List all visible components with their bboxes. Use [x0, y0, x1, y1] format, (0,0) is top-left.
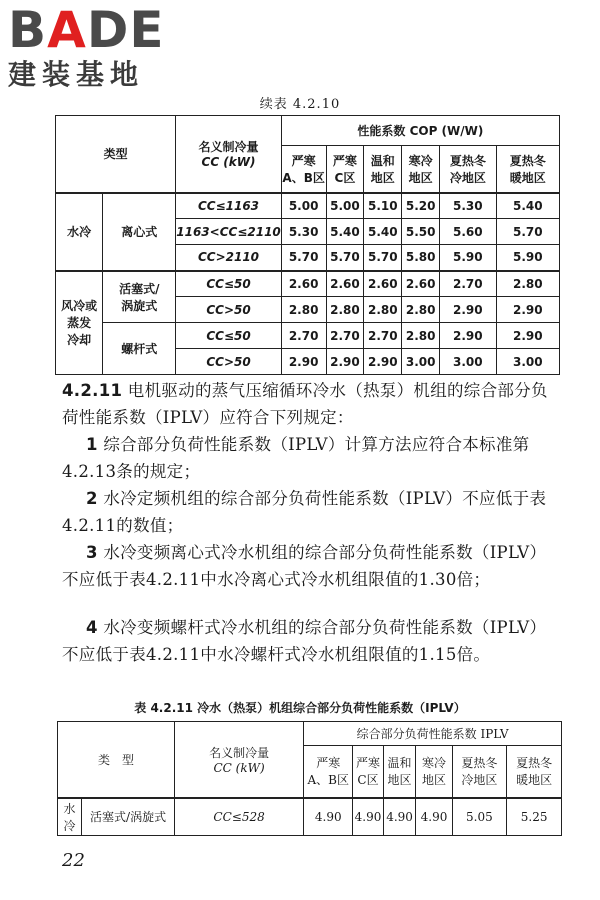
table-row: 水 冷 活塞式/涡旋式 CC≤528 4.90 4.90 4.90 4.90 5.05 5.25	[58, 798, 562, 836]
table-row: 风冷或 蒸发 冷却 活塞式/ 涡旋式 CC≤50 2.60 2.60 2.60 2.60 2.70 2.80	[56, 271, 560, 297]
screw-label: 螺杆式	[103, 323, 176, 375]
clause-item-1: 1 综合部分负荷性能系数（IPLV）计算方法应符合本标准第4.2.13条的规定；	[62, 435, 530, 481]
cop-table	[55, 115, 560, 375]
table1-caption: 续表 4.2.10	[259, 97, 341, 112]
piston-scroll-label: 活塞式/涡旋式	[82, 798, 175, 836]
logo	[8, 1, 165, 92]
zone-header: 严寒 C区	[326, 146, 364, 193]
zone-header: 夏热冬 冷地区	[440, 146, 497, 193]
table-row: 1163<CC≤2110 5.30 5.40 5.40 5.50 5.60 5.70	[56, 219, 560, 245]
table-row: CC>50 2.90 2.90 2.90 3.00 3.00 3.00	[56, 349, 560, 375]
logo-subtitle: 建装基地	[8, 58, 145, 91]
zone-header: 严寒 C区	[353, 746, 383, 798]
clause-4-2-11: 4.2.11 电机驱动的蒸气压缩循环冷水（热泵）机组的综合部分负荷性能系数（IPLV）应符合下列规定：	[62, 381, 548, 427]
zone-header: 夏热冬 冷地区	[452, 746, 507, 798]
table-row: 螺杆式 CC≤50 2.70 2.70 2.70 2.80 2.90 2.90	[56, 323, 560, 349]
piston-scroll-label: 活塞式/ 涡旋式	[103, 271, 176, 323]
logo-wordmark: BADE	[8, 1, 165, 59]
table2-caption: 表 4.2.11 冷水（热泵）机组综合部分负荷性能系数（IPLV）	[134, 701, 466, 715]
water-cooled-label: 水冷	[56, 193, 103, 271]
table-row: CC>2110 5.70 5.70 5.70 5.80 5.90 5.90	[56, 245, 560, 271]
zone-header: 夏热冬 暖地区	[507, 746, 562, 798]
clause-item-2: 2 水冷定频机组的综合部分负荷性能系数（IPLV）不应低于表4.2.11的数值；	[62, 489, 547, 535]
table-row: 水冷 离心式 CC≤1163 5.00 5.00 5.10 5.20 5.30 5.40	[56, 193, 560, 219]
clause-item-4: 4 水冷变频螺杆式冷水机组的综合部分负荷性能系数（IPLV）不应低于表4.2.11中水冷螺杆式冷水机组限值的1.15倍。	[62, 618, 547, 664]
zone-header: 严寒 A、B区	[281, 146, 326, 193]
centrifugal-label: 离心式	[103, 193, 176, 271]
header-type: 类 型	[58, 722, 175, 798]
page-number: 22	[62, 850, 85, 871]
zone-header: 温和 地区	[364, 146, 402, 193]
zone-header: 寒冷 地区	[402, 146, 440, 193]
water-cooled-label: 水 冷	[58, 798, 82, 836]
iplv-table	[57, 721, 562, 836]
table-row: CC>50 2.80 2.80 2.80 2.80 2.90 2.90	[56, 297, 560, 323]
zone-header: 温和 地区	[383, 746, 416, 798]
zone-header: 严寒 A、B区	[304, 746, 353, 798]
air-cooled-label: 风冷或 蒸发 冷却	[56, 271, 103, 375]
zone-header: 夏热冬 暖地区	[496, 146, 559, 193]
header-type: 类型	[56, 116, 176, 193]
zone-header: 寒冷 地区	[416, 746, 452, 798]
header-iplv: 综合部分负荷性能系数 IPLV	[304, 722, 562, 746]
clause-item-3: 3 水冷变频离心式冷水机组的综合部分负荷性能系数（IPLV）不应低于表4.2.11中水冷离心式冷水机组限值的1.30倍；	[62, 543, 547, 589]
header-cc: 名义制冷量 CC (kW)	[176, 116, 282, 193]
header-cc: 名义制冷量 CC (kW)	[175, 722, 304, 798]
header-cop: 性能系数 COP (W/W)	[281, 116, 559, 146]
